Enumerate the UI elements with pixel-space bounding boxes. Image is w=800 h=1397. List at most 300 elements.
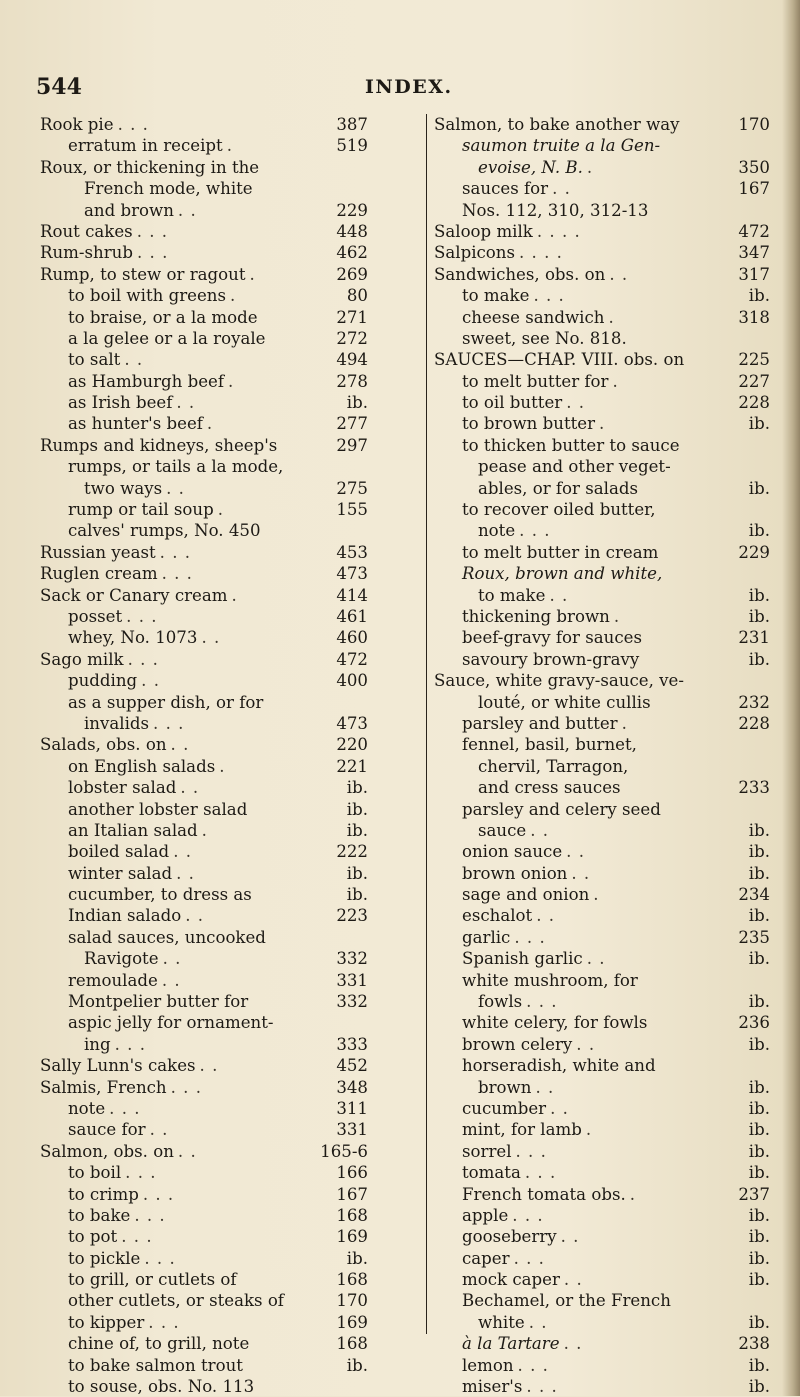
index-entry: [434, 413, 786, 434]
entry-leader-dots: . .: [609, 264, 629, 284]
entry-text: Rout cakes: [40, 221, 133, 241]
index-entry: [434, 157, 786, 178]
entry-page-ref: 170: [738, 115, 770, 134]
entry-page-ref: ib.: [748, 414, 770, 434]
index-entry: [40, 1312, 420, 1333]
entry-text: to braise, or a la mode: [68, 307, 258, 327]
index-entry: [434, 799, 786, 820]
entry-page-ref: 155: [336, 500, 368, 520]
index-entry: [434, 948, 786, 969]
index-entry: [434, 1119, 786, 1140]
entry-page-ref: 452: [336, 1056, 368, 1076]
index-entry: [40, 435, 420, 456]
index-entry: [434, 627, 786, 648]
index-entry: [40, 456, 420, 477]
entry-text: posset: [68, 606, 123, 626]
entry-leader-dots: . . .: [170, 1077, 202, 1097]
entry-page-ref: ib.: [748, 1227, 770, 1247]
entry-text: brown onion: [462, 863, 568, 883]
entry-page-ref: 80: [346, 286, 368, 306]
index-entry: [434, 1333, 786, 1354]
entry-text: Salads, obs. on: [40, 735, 167, 755]
index-entry: [434, 649, 786, 670]
entry-page-ref: 460: [336, 628, 368, 648]
entry-text: Salmon, obs. on: [40, 1141, 174, 1161]
index-entry: [434, 1312, 786, 1333]
entry-leader-dots: .: [229, 286, 237, 306]
entry-leader-dots: . .: [566, 842, 585, 862]
entry-text: fennel, basil, burnet,: [462, 735, 637, 755]
entry-page-ref: 223: [336, 906, 368, 926]
entry-page-ref: ib.: [748, 1120, 770, 1140]
index-entry: [40, 178, 420, 199]
entry-text: savoury brown-gravy: [462, 649, 640, 669]
entry-page-ref: 473: [336, 713, 368, 733]
entry-leader-dots: . . .: [144, 1248, 176, 1268]
entry-page-ref: 331: [336, 1120, 368, 1140]
entry-page-ref: 269: [336, 264, 368, 284]
entry-leader-dots: . . .: [512, 1205, 544, 1225]
index-entry: [40, 970, 420, 991]
entry-text: sorrel: [462, 1141, 512, 1161]
entry-leader-dots: . .: [576, 1034, 596, 1054]
index-entry: [40, 841, 420, 862]
index-entry: [434, 670, 786, 691]
entry-page-ref: ib.: [748, 992, 770, 1012]
entry-leader-dots: .: [226, 136, 233, 156]
entry-leader-dots: . . .: [109, 1098, 141, 1118]
entry-text: chine of, to grill, note: [68, 1334, 250, 1354]
index-entry: [40, 1141, 420, 1162]
entry-text: lobster salad: [68, 778, 177, 798]
index-entry: [434, 114, 786, 135]
entry-page-ref: ib.: [346, 885, 368, 905]
entry-text: Sago milk: [40, 649, 124, 669]
entry-leader-dots: . . .: [142, 1184, 175, 1204]
entry-page-ref: 332: [336, 949, 368, 969]
entry-leader-dots: . . .: [127, 649, 159, 669]
entry-text: SAUCES—CHAP. VIII. obs. on: [434, 350, 685, 370]
index-entry: [40, 242, 420, 263]
entry-leader-dots: . .: [124, 350, 144, 370]
entry-page-ref: 332: [336, 992, 368, 1012]
entry-leader-dots: . .: [530, 820, 550, 840]
index-entry: [40, 328, 420, 349]
entry-page-ref: 236: [738, 1013, 770, 1033]
entry-leader-dots: . .: [180, 778, 200, 798]
entry-text: Rumps and kidneys, sheep's: [40, 435, 278, 455]
index-entry: [40, 478, 420, 499]
entry-page-ref: ib.: [748, 906, 770, 926]
entry-page-ref: 348: [336, 1077, 368, 1097]
index-entry: [434, 200, 786, 221]
entry-leader-dots: . . .: [513, 1248, 545, 1268]
index-entry: [434, 1248, 786, 1269]
entry-text: Rook pie: [40, 115, 114, 134]
entry-page-ref: 278: [336, 371, 368, 391]
index-entry: [40, 1162, 420, 1183]
entry-page-ref: 277: [336, 414, 368, 434]
index-entry: [40, 221, 420, 242]
entry-text: sweet, see No. 818.: [462, 328, 627, 348]
index-entry: [40, 349, 420, 370]
entry-page-ref: 220: [336, 735, 368, 755]
entry-text: two ways: [84, 478, 163, 498]
index-entry: [40, 713, 420, 734]
entry-leader-dots: . .: [166, 478, 185, 498]
index-entry: [40, 1055, 420, 1076]
index-entry: [434, 1205, 786, 1226]
index-entry: [434, 777, 786, 798]
entry-page-ref: ib.: [748, 1034, 770, 1054]
entry-text: tomata: [462, 1163, 521, 1183]
index-entry: [434, 970, 786, 991]
entry-text: another lobster salad: [68, 799, 248, 819]
entry-page-ref: 234: [738, 885, 770, 905]
entry-leader-dots: . . .: [515, 1141, 547, 1161]
entry-text: white mushroom, for: [462, 970, 638, 990]
entry-page-ref: 453: [336, 542, 368, 562]
entry-leader-dots: . . .: [533, 286, 565, 306]
index-entry: [40, 1333, 420, 1354]
entry-text: to make: [462, 286, 530, 306]
index-entry: [434, 756, 786, 777]
entry-text: beef-gravy for sauces: [462, 628, 642, 648]
index-entry: [40, 1269, 420, 1290]
index-entry: [40, 392, 420, 413]
entry-text: to melt butter in cream: [462, 542, 659, 562]
index-entry: [40, 1098, 420, 1119]
entry-page-ref: 473: [336, 564, 368, 584]
entry-leader-dots: . .: [176, 863, 195, 883]
entry-page-ref: ib.: [346, 1248, 368, 1268]
entry-leader-dots: . .: [550, 1098, 569, 1118]
index-entry: [434, 135, 786, 156]
entry-text: note: [478, 521, 516, 541]
entry-leader-dots: . .: [149, 1120, 169, 1140]
entry-page-ref: 272: [336, 328, 368, 348]
entry-text: Nos. 112, 310, 312-13: [462, 200, 649, 220]
entry-page-ref: 297: [336, 435, 368, 455]
index-entry: [40, 627, 420, 648]
entry-text: Salmis, French: [40, 1077, 167, 1097]
entry-text: gooseberry: [462, 1227, 557, 1247]
index-entry: [434, 713, 786, 734]
entry-page-ref: ib.: [748, 286, 770, 306]
entry-leader-dots: .: [228, 371, 235, 391]
entry-page-ref: 472: [336, 649, 368, 669]
entry-text: as Hamburgh beef: [68, 371, 225, 391]
entry-text: cheese sandwich: [462, 307, 605, 327]
index-entry: [40, 1012, 420, 1033]
entry-text: pease and other veget-: [478, 457, 671, 477]
entry-text: aspic jelly for ornament-: [68, 1013, 274, 1033]
entry-leader-dots: . .: [549, 585, 569, 605]
index-entry: [40, 777, 420, 798]
entry-leader-dots: . .: [201, 628, 221, 648]
entry-text: erratum in receipt: [68, 136, 223, 156]
index-entry: [434, 1355, 786, 1376]
entry-text: Salpicons: [434, 243, 515, 263]
entry-text: thickening brown: [462, 606, 610, 626]
index-entry: [434, 520, 786, 541]
index-entry: [40, 692, 420, 713]
entry-page-ref: ib.: [748, 820, 770, 840]
entry-leader-dots: . .: [560, 1227, 580, 1247]
entry-text: parsley and butter: [462, 713, 618, 733]
entry-text: garlic: [462, 927, 511, 947]
entry-page-ref: 331: [336, 970, 368, 990]
index-entry: [40, 1290, 420, 1311]
entry-leader-dots: . . .: [134, 1205, 166, 1225]
index-entry: [434, 606, 786, 627]
entry-text: brown celery: [462, 1034, 573, 1054]
entry-page-ref: ib.: [346, 778, 368, 798]
entry-text: pudding: [68, 671, 138, 691]
index-entry: [40, 563, 420, 584]
index-entry: [40, 820, 420, 841]
index-entry: [40, 1376, 420, 1397]
entry-leader-dots: . . .: [514, 927, 546, 947]
entry-page-ref: 275: [336, 478, 368, 498]
entry-text: rump or tail soup: [68, 500, 214, 520]
entry-page-ref: 317: [738, 264, 770, 284]
index-entry: [434, 499, 786, 520]
entry-leader-dots: . .: [162, 949, 182, 969]
entry-page-ref: 472: [738, 221, 770, 241]
index-entry: [40, 734, 420, 755]
index-entry: [434, 863, 786, 884]
entry-text: whey, No. 1073: [68, 628, 198, 648]
entry-leader-dots: . .: [170, 735, 190, 755]
entry-text: to make: [478, 585, 546, 605]
entry-page-ref: ib.: [748, 842, 770, 862]
entry-text: to kipper: [68, 1312, 145, 1332]
entry-text: à la Tartare: [462, 1334, 560, 1354]
entry-text: to bake: [68, 1205, 131, 1225]
entry-leader-dots: . . . .: [518, 243, 563, 263]
entry-page-ref: 448: [336, 221, 368, 241]
entry-leader-dots: .: [231, 585, 238, 605]
entry-text: to pickle: [68, 1248, 141, 1268]
entry-page-ref: ib.: [748, 1205, 770, 1225]
index-entry: [40, 520, 420, 541]
entry-leader-dots: . . .: [161, 564, 193, 584]
entry-leader-dots: . .: [177, 1141, 197, 1161]
entry-page-ref: ib.: [748, 863, 770, 883]
index-entry: [40, 884, 420, 905]
entry-page-ref: ib.: [748, 606, 770, 626]
entry-page-ref: ib.: [748, 1141, 770, 1161]
entry-text: onion sauce: [462, 842, 563, 862]
entry-page-ref: 168: [336, 1205, 368, 1225]
index-entry: [434, 1376, 786, 1397]
index-entry: [40, 157, 420, 178]
index-entry: [40, 991, 420, 1012]
entry-text: Indian salado: [68, 906, 182, 926]
entry-text: invalids: [84, 713, 150, 733]
entry-leader-dots: . . .: [114, 1034, 146, 1054]
entry-text: brown: [478, 1077, 532, 1097]
index-entry: [40, 670, 420, 691]
entry-text: as a supper dish, or for: [68, 692, 264, 712]
index-entry: [434, 884, 786, 905]
index-entry: [434, 841, 786, 862]
entry-text: mock caper: [462, 1270, 560, 1290]
index-entry: [40, 135, 420, 156]
entry-page-ref: ib.: [346, 820, 368, 840]
index-entry: [40, 114, 420, 135]
entry-page-ref: 414: [336, 585, 368, 605]
entry-leader-dots: . . .: [125, 1163, 157, 1183]
entry-leader-dots: .: [608, 307, 615, 327]
entry-text: to boil with greens: [68, 286, 226, 306]
entry-text: cucumber, to dress as: [68, 885, 252, 905]
index-entry: [40, 927, 420, 948]
entry-leader-dots: . .: [185, 906, 205, 926]
index-entry: [434, 242, 786, 263]
entry-leader-dots: . .: [566, 393, 586, 413]
index-entry: [40, 307, 420, 328]
entry-text: Bechamel, or the French: [462, 1291, 671, 1311]
index-entry: [434, 1077, 786, 1098]
index-entry: [40, 948, 420, 969]
index-entry: [40, 606, 420, 627]
entry-page-ref: 233: [738, 778, 770, 798]
index-entry: [434, 820, 786, 841]
index-entry: [40, 499, 420, 520]
entry-page-ref: ib.: [748, 1355, 770, 1375]
entry-leader-dots: . . .: [526, 992, 558, 1012]
entry-text: Montpelier butter for: [68, 992, 249, 1012]
entry-text: Roux, brown and white,: [462, 564, 663, 584]
entry-page-ref: 221: [336, 756, 368, 776]
index-entry: [40, 799, 420, 820]
entry-page-ref: 222: [336, 842, 368, 862]
entry-leader-dots: .: [219, 756, 226, 776]
entry-text: Spanish garlic: [462, 949, 583, 969]
entry-text: white: [478, 1312, 525, 1332]
entry-leader-dots: . .: [176, 393, 196, 413]
entry-leader-dots: . . . .: [536, 221, 581, 241]
index-entry: [434, 307, 786, 328]
entry-page-ref: 271: [336, 307, 368, 327]
entry-leader-dots: . . .: [136, 243, 169, 263]
entry-leader-dots: .: [599, 414, 606, 434]
entry-text: sauce: [478, 820, 527, 840]
entry-text: to brown butter: [462, 414, 596, 434]
index-entry: [40, 1077, 420, 1098]
index-entry: [40, 200, 420, 221]
entry-text: Sack or Canary cream: [40, 585, 228, 605]
entry-page-ref: ib.: [748, 1098, 770, 1118]
entry-text: Sandwiches, obs. on: [434, 264, 606, 284]
entry-text: evoise, N. B.: [478, 157, 583, 177]
index-entry: [434, 1290, 786, 1311]
entry-leader-dots: . . .: [526, 1377, 558, 1397]
index-entry: [434, 585, 786, 606]
entry-text: a la gelee or a la royale: [68, 328, 266, 348]
entry-leader-dots: . .: [535, 1077, 555, 1097]
entry-text: Russian yeast: [40, 542, 156, 562]
index-entry: [40, 649, 420, 670]
entry-page-ref: 225: [738, 350, 770, 370]
entry-text: as Irish beef: [68, 393, 173, 413]
entry-text: Sally Lunn's cakes: [40, 1056, 196, 1076]
entry-text: remoulade: [68, 970, 158, 990]
entry-page-ref: 462: [336, 243, 368, 263]
entry-text: horseradish, white and: [462, 1056, 656, 1076]
index-entry: [40, 371, 420, 392]
index-entry: [434, 905, 786, 926]
entry-page-ref: 231: [738, 628, 770, 648]
entry-text: and brown: [84, 200, 174, 220]
index-entry: [434, 1184, 786, 1205]
entry-text: to thicken butter to sauce: [462, 435, 680, 455]
entry-leader-dots: . .: [563, 1334, 583, 1354]
entry-leader-dots: . .: [173, 842, 193, 862]
entry-text: calves' rumps, No. 450: [68, 521, 261, 541]
entry-text: apple: [462, 1205, 509, 1225]
entry-leader-dots: .: [206, 414, 214, 434]
entry-leader-dots: . . .: [136, 221, 169, 241]
entry-page-ref: ib.: [748, 1248, 770, 1268]
entry-text: to pot: [68, 1227, 118, 1247]
index-column-left: [40, 114, 420, 1397]
entry-page-ref: ib.: [748, 1077, 770, 1097]
entry-leader-dots: . .: [199, 1056, 219, 1076]
entry-leader-dots: .: [217, 500, 224, 520]
index-entry: [40, 863, 420, 884]
entry-text: to recover oiled butter,: [462, 500, 656, 520]
entry-text: Sauce, white gravy-sauce, ve-: [434, 671, 684, 691]
entry-leader-dots: .: [249, 264, 256, 284]
index-entry: [434, 563, 786, 584]
entry-text: cucumber: [462, 1098, 547, 1118]
entry-page-ref: 461: [336, 606, 368, 626]
entry-page-ref: ib.: [748, 1270, 770, 1290]
entry-leader-dots: . . .: [126, 606, 158, 626]
index-entry: [434, 478, 786, 499]
entry-page-ref: 227: [738, 371, 770, 391]
entry-leader-dots: .: [612, 371, 619, 391]
index-entry: [434, 692, 786, 713]
index-entry: [40, 285, 420, 306]
entry-text: sage and onion: [462, 885, 590, 905]
entry-page-ref: 228: [738, 393, 770, 413]
index-entry: [434, 542, 786, 563]
column-divider: [426, 114, 427, 1334]
entry-text: Roux, or thickening in the: [40, 157, 260, 177]
entry-text: French tomata obs.: [462, 1184, 626, 1204]
entry-page-ref: 238: [738, 1334, 770, 1354]
index-entry: [40, 1205, 420, 1226]
entry-page-ref: 400: [336, 671, 368, 691]
index-entry: [40, 756, 420, 777]
entry-leader-dots: .: [629, 1184, 637, 1204]
entry-text: Rum-shrub: [40, 243, 133, 263]
entry-text: Ruglen cream: [40, 564, 158, 584]
index-entry: [40, 1226, 420, 1247]
entry-page-ref: 167: [336, 1184, 368, 1204]
index-entry: [434, 221, 786, 242]
entry-page-ref: 168: [336, 1270, 368, 1290]
index-entry: [40, 264, 420, 285]
entry-page-ref: 170: [336, 1291, 368, 1311]
entry-text: French mode, white: [84, 179, 253, 199]
entry-page-ref: ib.: [748, 1377, 770, 1397]
entry-page-ref: ib.: [346, 863, 368, 883]
